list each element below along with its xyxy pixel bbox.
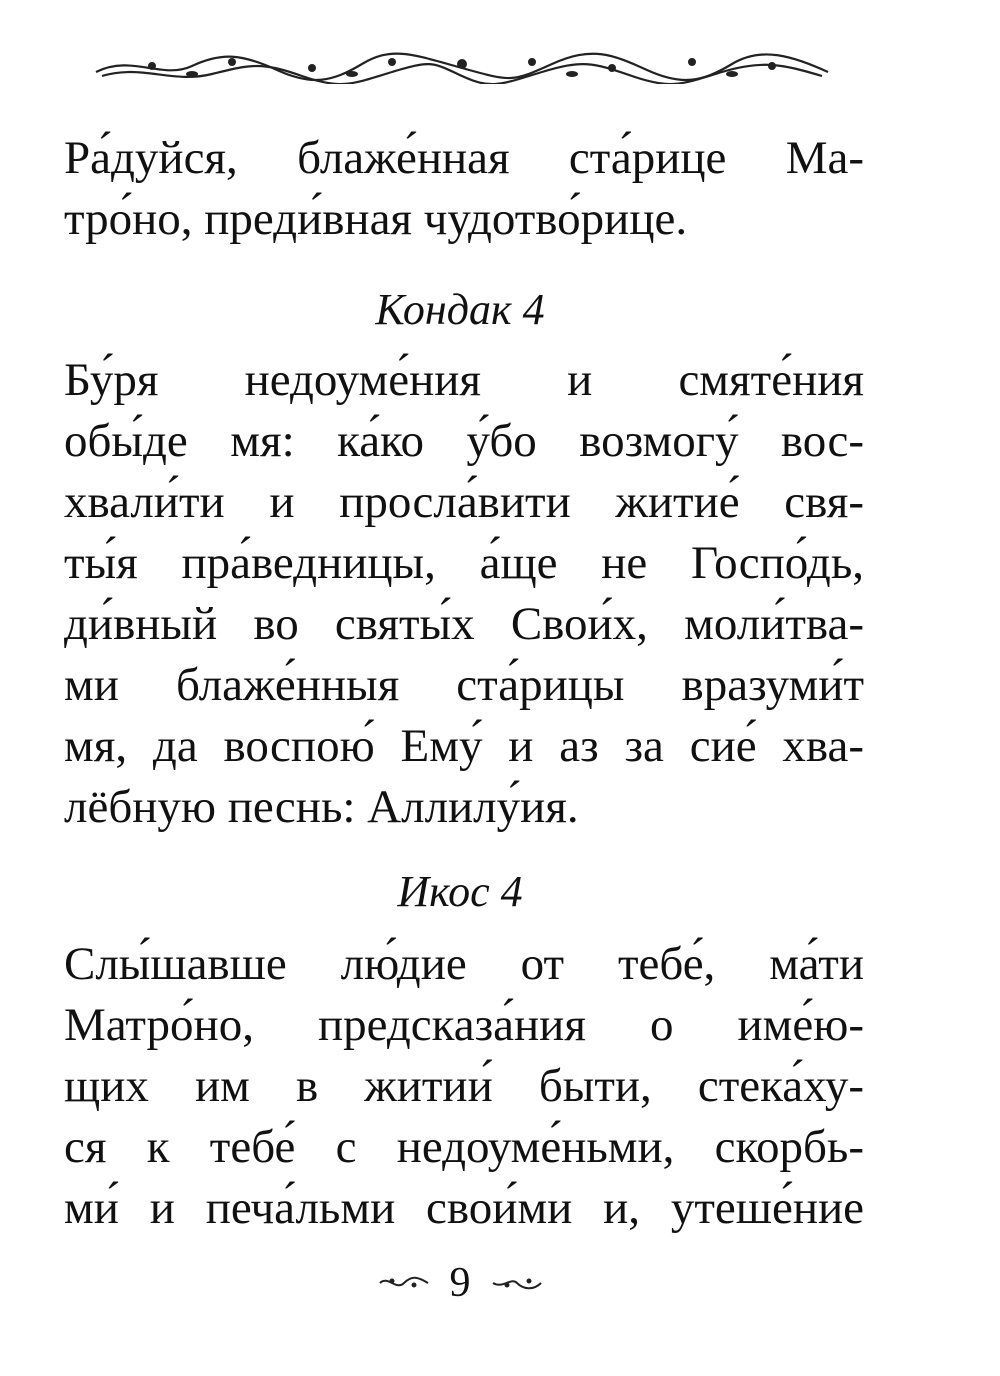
text-line: ди́вный во святы́х Свои́х, моли́тва- [64, 598, 864, 650]
text-line: Матро́но, предсказа́ния о име́ю- [64, 999, 864, 1051]
text-line: хвали́ти и просла́вити житие́ свя- [64, 476, 864, 528]
text-line: тро́но, преди́вная чудотво́рице. [64, 193, 688, 245]
text-line: лёбную песнь: Аллилу́ия. [64, 781, 579, 833]
paragraph-kondak [64, 350, 864, 838]
flourish-right-icon [491, 1273, 543, 1293]
page-number: 9 [449, 1260, 471, 1306]
text-line: Слы́шавше лю́дие от тебе́, ма́ти [64, 938, 864, 990]
heading-ikos: Икос 4 [397, 867, 523, 916]
text-line: мя, да воспою́ Ему́ и аз за сие́ хва- [64, 720, 864, 772]
text-line: ты́я пра́ведницы, а́ще не Госпо́дь, [64, 537, 864, 589]
text-line: ми́ и печа́льми свои́ми и, утеше́ние [64, 1182, 864, 1234]
paragraph-ikos-refrain [64, 128, 864, 250]
text-line: Ра́дуйся, блаже́нная ста́рице Ма- [64, 132, 864, 184]
decorative-ornament-border [92, 50, 832, 84]
text-line: обы́де мя: ка́ко у́бо возмогу́ вос- [64, 415, 864, 467]
text-line: ся к тебе́ с недоуме́ньми, скорбь- [64, 1121, 864, 1173]
text-line: щих им в житии́ быти, стека́ху- [64, 1060, 864, 1112]
page-footer [0, 1258, 920, 1308]
text-line: ми блаже́нныя ста́рицы вразуми́т [64, 659, 864, 711]
paragraph-ikos [64, 934, 864, 1239]
flourish-left-icon [378, 1273, 430, 1293]
text-line: Бу́ря недоуме́ния и смяте́ния [64, 354, 864, 406]
heading-kondak: Кондак 4 [375, 285, 545, 334]
